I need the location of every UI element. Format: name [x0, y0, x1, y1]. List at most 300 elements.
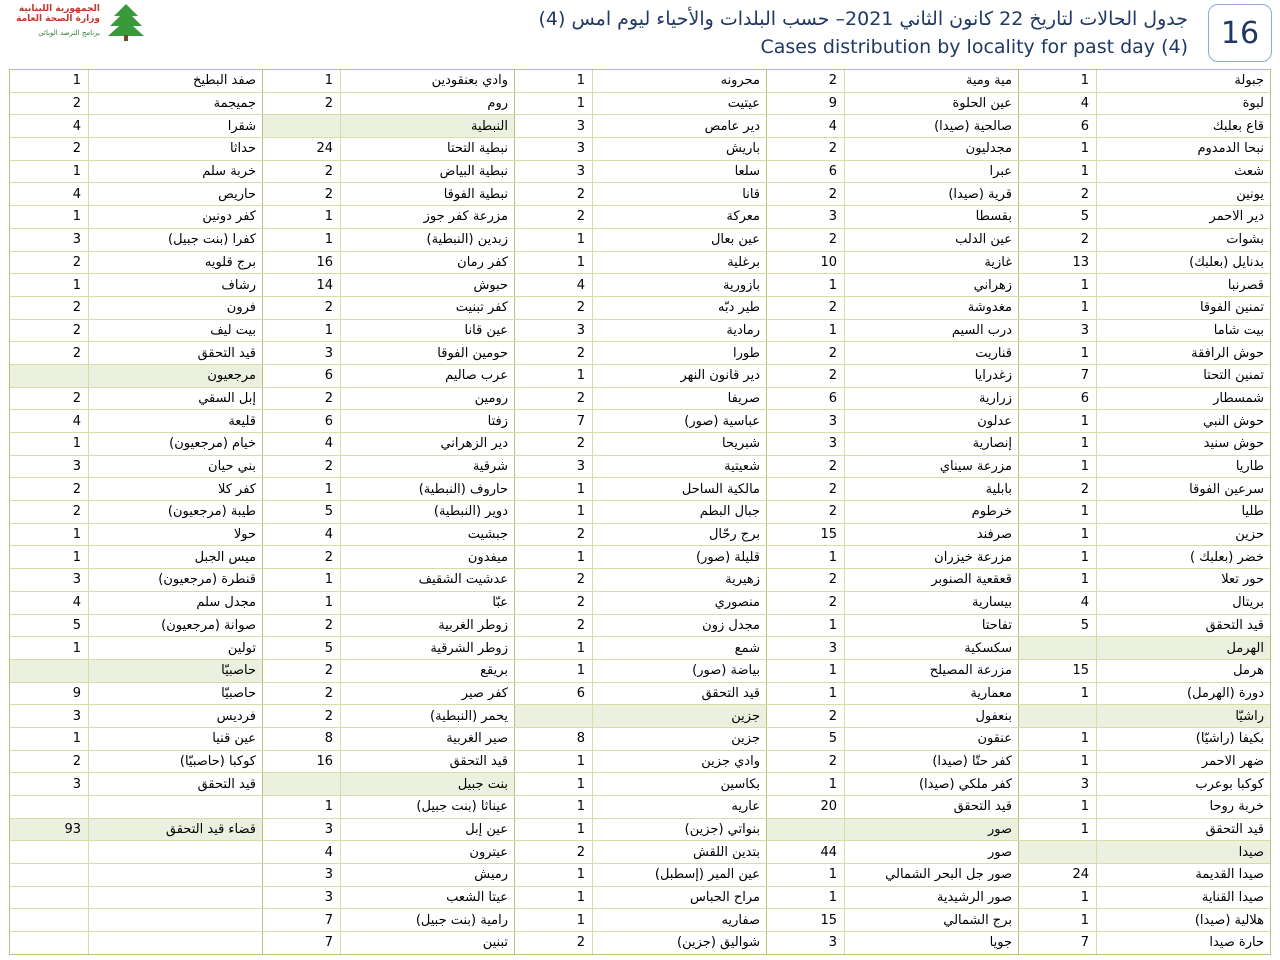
table-row: [10, 864, 1270, 887]
case-count: 3: [72, 572, 81, 588]
locality-name: بنواتي (جزين): [592, 819, 766, 841]
locality-name: بنت جبيل: [340, 773, 514, 795]
case-count: 1: [514, 365, 592, 387]
locality-name: بشوات: [1096, 229, 1270, 251]
case-count: 2: [766, 297, 844, 319]
table-row: [10, 274, 1270, 297]
locality-name: زفتا: [340, 410, 514, 432]
case-count: 4: [72, 186, 81, 202]
locality-name: قانا: [592, 183, 766, 205]
table-row: [10, 796, 1270, 819]
case-count: 3: [766, 206, 844, 228]
table-row: [10, 569, 1270, 592]
locality-name: شعث: [1096, 161, 1270, 183]
case-count: 2: [514, 433, 592, 455]
case-count: 3: [514, 456, 592, 478]
locality-name: زهراني: [844, 274, 1018, 296]
case-count: 3: [514, 320, 592, 342]
table-row: [10, 70, 1270, 93]
case-count: 6: [766, 388, 844, 410]
locality-name: كوكبا بوعرب: [1096, 773, 1270, 795]
case-count: 5: [1018, 206, 1096, 228]
case-count: 1: [514, 501, 592, 523]
locality-name: دير عامص: [592, 115, 766, 137]
case-count: 3: [1018, 773, 1096, 795]
locality-name: درب السيم: [844, 320, 1018, 342]
table-row: [10, 183, 1270, 206]
locality-name: فرون: [88, 297, 262, 319]
ministry-logo: [8, 2, 143, 42]
case-count: 20: [766, 796, 844, 818]
case-count: 7: [514, 410, 592, 432]
case-count: 3: [72, 459, 81, 475]
case-count: 8: [262, 728, 340, 750]
case-count: 1: [514, 546, 592, 568]
case-count: 16: [262, 751, 340, 773]
locality-name: عدشيت الشقيف: [340, 569, 514, 591]
case-count: 2: [766, 456, 844, 478]
locality-name: رشاف: [88, 274, 262, 296]
case-count: [766, 819, 844, 841]
case-count: 1: [1018, 569, 1096, 591]
case-count: 2: [262, 683, 340, 705]
case-count: 2: [514, 342, 592, 364]
locality-name: قيد التحقق: [1096, 615, 1270, 637]
case-count: 3: [72, 708, 81, 724]
locality-name: غازية: [844, 252, 1018, 274]
case-count: 1: [514, 819, 592, 841]
locality-name: زرارية: [844, 388, 1018, 410]
case-count: 1: [766, 683, 844, 705]
table-row: [10, 501, 1270, 524]
case-count: 2: [514, 297, 592, 319]
locality-name: صور الرشيدية: [844, 887, 1018, 909]
locality-name: عين قانا: [340, 320, 514, 342]
case-count: 4: [1018, 93, 1096, 115]
case-count: [262, 773, 340, 795]
locality-name: تفاحتا: [844, 615, 1018, 637]
locality-name: قاع بعلبك: [1096, 115, 1270, 137]
table-row: [10, 229, 1270, 252]
locality-name: قليعة: [88, 410, 262, 432]
locality-name: حاصبيّا: [88, 683, 262, 705]
case-count: 24: [262, 138, 340, 160]
case-count: 44: [766, 841, 844, 863]
locality-name: زغدرايا: [844, 365, 1018, 387]
case-count: 2: [262, 183, 340, 205]
table-row: [10, 410, 1270, 433]
locality-name: هرمل: [1096, 660, 1270, 682]
locality-name: حداثا: [88, 138, 262, 160]
locality-name: تولين: [88, 637, 262, 659]
locality-name: شعيتية: [592, 456, 766, 478]
case-count: 1: [514, 637, 592, 659]
case-count: 7: [262, 909, 340, 931]
table-row: [10, 433, 1270, 456]
case-count: 4: [72, 413, 81, 429]
case-count: [1018, 637, 1096, 659]
locality-name: حومين الفوقا: [340, 342, 514, 364]
case-count: 2: [72, 254, 81, 270]
locality-name: خربة سلم: [88, 161, 262, 183]
case-count: 3: [1018, 320, 1096, 342]
case-count: 2: [766, 751, 844, 773]
case-count: 4: [1018, 592, 1096, 614]
locality-name: مية ومية: [844, 70, 1018, 92]
locality-name: مجدليون: [844, 138, 1018, 160]
case-count: 1: [514, 887, 592, 909]
locality-name: بابلية: [844, 478, 1018, 500]
case-count: 2: [514, 615, 592, 637]
locality-name: كفر تبنيت: [340, 297, 514, 319]
locality-name: حوش سنيد: [1096, 433, 1270, 455]
case-count: 3: [514, 138, 592, 160]
locality-name: [88, 841, 262, 863]
case-count: 2: [72, 504, 81, 520]
logo-text: [8, 4, 100, 38]
case-count: 2: [262, 615, 340, 637]
locality-name: مغدوشة: [844, 297, 1018, 319]
case-count: 2: [766, 705, 844, 727]
locality-name: بيت شاما: [1096, 320, 1270, 342]
case-count: 1: [766, 864, 844, 886]
table-row: [10, 728, 1270, 751]
locality-name: قناريت: [844, 342, 1018, 364]
case-count: 4: [262, 433, 340, 455]
case-count: 1: [72, 527, 81, 543]
locality-name: شواليق (جزين): [592, 932, 766, 954]
logo-line-2: وزارة الصحة العامة: [16, 14, 100, 24]
locality-name: عبّا: [340, 592, 514, 614]
case-count: 1: [514, 70, 592, 92]
locality-name: [88, 864, 262, 886]
locality-name: قيد التحقق: [844, 796, 1018, 818]
locality-name: سكسكية: [844, 637, 1018, 659]
table-row: [10, 161, 1270, 184]
case-count: 1: [766, 546, 844, 568]
case-count: 1: [766, 320, 844, 342]
table-row: [10, 93, 1270, 116]
case-count: 5: [1018, 615, 1096, 637]
locality-name: رومين: [340, 388, 514, 410]
case-count: 3: [262, 819, 340, 841]
locality-name: جبال البطم: [592, 501, 766, 523]
locality-name: زبدين (النبطية): [340, 229, 514, 251]
case-count: 1: [1018, 909, 1096, 931]
locality-name: عيتيت: [592, 93, 766, 115]
case-count: 1: [514, 252, 592, 274]
locality-name: جزين: [592, 705, 766, 727]
locality-name: كفر ملكي (صيدا): [844, 773, 1018, 795]
locality-name: جميجمة: [88, 93, 262, 115]
table-row: [10, 887, 1270, 910]
locality-name: عيناثا (بنت جبيل): [340, 796, 514, 818]
table-row: [10, 683, 1270, 706]
locality-name: إنصارية: [844, 433, 1018, 455]
case-count: 3: [766, 433, 844, 455]
locality-name: برج الشمالي: [844, 909, 1018, 931]
locality-name: بقسطا: [844, 206, 1018, 228]
case-count: 3: [766, 410, 844, 432]
case-count: 16: [262, 252, 340, 274]
locality-name: باريش: [592, 138, 766, 160]
table-row: [10, 751, 1270, 774]
case-count: [1018, 705, 1096, 727]
locality-name: صيدا القناية: [1096, 887, 1270, 909]
case-count: 1: [514, 660, 592, 682]
case-count: 6: [262, 410, 340, 432]
locality-name: مزرعة كفر جوز: [340, 206, 514, 228]
case-count: 1: [1018, 342, 1096, 364]
locality-name: حارة صيدا: [1096, 932, 1270, 954]
table-row: [10, 773, 1270, 796]
case-count: 2: [514, 183, 592, 205]
locality-name: عباسية (صور): [592, 410, 766, 432]
case-count: 2: [766, 478, 844, 500]
case-count: 1: [262, 320, 340, 342]
case-count: 15: [1018, 660, 1096, 682]
case-count: [10, 932, 88, 954]
case-count: 2: [262, 546, 340, 568]
locality-name: معمارية: [844, 683, 1018, 705]
locality-name: عين بعال: [592, 229, 766, 251]
locality-name: حور تعلا: [1096, 569, 1270, 591]
case-count: 3: [766, 932, 844, 954]
table-row: [10, 252, 1270, 275]
locality-name: تبنين: [340, 932, 514, 954]
locality-name: عاريه: [592, 796, 766, 818]
table-row: [10, 592, 1270, 615]
locality-name: بياضة (صور): [592, 660, 766, 682]
case-count: 3: [72, 776, 81, 792]
case-count: 1: [1018, 297, 1096, 319]
case-count: 3: [514, 115, 592, 137]
locality-name: منصوري: [592, 592, 766, 614]
locality-name: عبرا: [844, 161, 1018, 183]
case-count: 2: [262, 660, 340, 682]
locality-name: كفر حتّا (صيدا): [844, 751, 1018, 773]
case-count: 2: [514, 206, 592, 228]
locality-name: قليلة (صور): [592, 546, 766, 568]
case-count: [10, 909, 88, 931]
locality-name: نبطية البياض: [340, 161, 514, 183]
logo-line-1: الجمهورية اللبنانية: [18, 4, 100, 14]
locality-name: إبل السقي: [88, 388, 262, 410]
locality-name: خيام (مرجعيون): [88, 433, 262, 455]
locality-name: جبشيت: [340, 524, 514, 546]
case-count: 1: [262, 229, 340, 251]
case-count: 6: [1018, 388, 1096, 410]
case-count: 2: [514, 524, 592, 546]
locality-name: صرفند: [844, 524, 1018, 546]
case-count: 2: [766, 342, 844, 364]
locality-name: وادي جزين: [592, 751, 766, 773]
case-count: 2: [72, 481, 81, 497]
locality-name: يونين: [1096, 183, 1270, 205]
case-count: 1: [514, 93, 592, 115]
case-count: 1: [514, 751, 592, 773]
locality-name: زوطر الغربية: [340, 615, 514, 637]
locality-name: قيد التحقق: [1096, 819, 1270, 841]
case-count: 10: [766, 252, 844, 274]
case-count: 1: [72, 164, 81, 180]
case-count: 2: [766, 70, 844, 92]
case-count: 2: [72, 141, 81, 157]
locality-name: عيتا الشعب: [340, 887, 514, 909]
case-count: 2: [262, 297, 340, 319]
case-count: 1: [766, 887, 844, 909]
case-count: 6: [514, 683, 592, 705]
case-count: 2: [262, 93, 340, 115]
locality-name: عين المير (إسطبل): [592, 864, 766, 886]
case-count: 2: [766, 138, 844, 160]
locality-name: عين الحلوة: [844, 93, 1018, 115]
locality-name: بريقع: [340, 660, 514, 682]
case-count: 1: [72, 436, 81, 452]
page-header: [0, 0, 1280, 68]
case-count: 1: [72, 731, 81, 747]
locality-name: كفرا (بنت جبيل): [88, 229, 262, 251]
case-count: 3: [262, 887, 340, 909]
locality-name: دوير (النبطية): [340, 501, 514, 523]
locality-name: قضاء قيد التحقق: [88, 819, 262, 841]
locality-name: [88, 932, 262, 954]
case-count: 2: [72, 753, 81, 769]
locality-name: فرديس: [88, 705, 262, 727]
case-count: 2: [72, 390, 81, 406]
table-row: [10, 705, 1270, 728]
case-count: 2: [514, 841, 592, 863]
case-count: 2: [262, 388, 340, 410]
locality-name: مزرعة خيزران: [844, 546, 1018, 568]
table-row: [10, 637, 1270, 660]
case-count: 1: [72, 640, 81, 656]
case-count: [1018, 841, 1096, 863]
page-number-badge: 16: [1208, 4, 1272, 62]
case-count: 1: [1018, 887, 1096, 909]
locality-name: رميش: [340, 864, 514, 886]
locality-name: ميس الجبل: [88, 546, 262, 568]
locality-name: النبطية: [340, 115, 514, 137]
case-count: 1: [1018, 70, 1096, 92]
case-count: 1: [514, 796, 592, 818]
case-count: 1: [514, 864, 592, 886]
case-count: 3: [514, 161, 592, 183]
case-count: 7: [1018, 932, 1096, 954]
locality-name: ضهر الاحمر: [1096, 751, 1270, 773]
case-count: 2: [514, 932, 592, 954]
locality-name: عرب صاليم: [340, 365, 514, 387]
case-count: 1: [1018, 456, 1096, 478]
locality-name: عنقون: [844, 728, 1018, 750]
case-count: 5: [72, 617, 81, 633]
locality-name: تمنين التحتا: [1096, 365, 1270, 387]
locality-name: [88, 909, 262, 931]
case-count: 24: [1018, 864, 1096, 886]
locality-name: نبطية الفوقا: [340, 183, 514, 205]
case-count: 1: [766, 274, 844, 296]
case-count: 6: [1018, 115, 1096, 137]
title-english: Cases distribution by locality for past day (4): [760, 36, 1188, 58]
locality-name: خربة روحا: [1096, 796, 1270, 818]
case-count: 2: [262, 161, 340, 183]
table-row: [10, 342, 1270, 365]
locality-name: مراح الحباس: [592, 887, 766, 909]
table-row: [10, 456, 1270, 479]
case-count: 1: [1018, 796, 1096, 818]
case-count: 6: [766, 161, 844, 183]
case-count: [10, 660, 88, 682]
case-count: 7: [1018, 365, 1096, 387]
case-count: 1: [72, 209, 81, 225]
case-count: 1: [262, 206, 340, 228]
locality-name: هلالية (صيدا): [1096, 909, 1270, 931]
table-row: [10, 388, 1270, 411]
locality-name: عين الدلب: [844, 229, 1018, 251]
case-count: [262, 115, 340, 137]
case-count: [10, 864, 88, 886]
case-count: 3: [262, 864, 340, 886]
case-count: 2: [766, 229, 844, 251]
case-count: 1: [1018, 501, 1096, 523]
locality-name: طورا: [592, 342, 766, 364]
case-count: 4: [262, 841, 340, 863]
locality-name: برج قلويه: [88, 252, 262, 274]
case-count: 1: [1018, 433, 1096, 455]
locality-name: قصرنبا: [1096, 274, 1270, 296]
case-count: 2: [262, 456, 340, 478]
case-count: 2: [766, 501, 844, 523]
case-count: 1: [766, 615, 844, 637]
case-count: 2: [766, 569, 844, 591]
locality-name: قيد التحقق: [88, 773, 262, 795]
locality-name: جبولة: [1096, 70, 1270, 92]
table-row: [10, 115, 1270, 138]
title-arabic: جدول الحالات لتاريخ 22 كانون الثاني 2021– حسب البلدات والأحياء ليوم امس (4): [538, 8, 1188, 30]
locality-name: زهيرية: [592, 569, 766, 591]
locality-name: دير الزهراني: [340, 433, 514, 455]
locality-name: عين قنيا: [88, 728, 262, 750]
case-count: 1: [514, 229, 592, 251]
locality-name: قعقعية الصنوبر: [844, 569, 1018, 591]
table-row: [10, 365, 1270, 388]
table-row: [10, 615, 1270, 638]
locality-name: قيد التحقق: [340, 751, 514, 773]
locality-name: عدلون: [844, 410, 1018, 432]
case-count: 4: [72, 118, 81, 134]
locality-name: لبوة: [1096, 93, 1270, 115]
case-count: 2: [514, 592, 592, 614]
case-count: 1: [72, 277, 81, 293]
table-row: [10, 478, 1270, 501]
case-count: 13: [1018, 252, 1096, 274]
case-count: 1: [262, 569, 340, 591]
case-count: 14: [262, 274, 340, 296]
cedar-icon: [106, 2, 146, 42]
locality-name: سرعين الفوقا: [1096, 478, 1270, 500]
locality-name: مرجعيون: [88, 365, 262, 387]
case-count: [10, 841, 88, 863]
locality-name: حوش الرافقة: [1096, 342, 1270, 364]
locality-name: صيدا القديمة: [1096, 864, 1270, 886]
locality-name: صير الغربية: [340, 728, 514, 750]
case-count: 2: [766, 183, 844, 205]
case-count: 2: [72, 345, 81, 361]
case-count: 15: [766, 524, 844, 546]
locality-name: عيترون: [340, 841, 514, 863]
locality-name: بني حيان: [88, 456, 262, 478]
case-count: 2: [766, 365, 844, 387]
